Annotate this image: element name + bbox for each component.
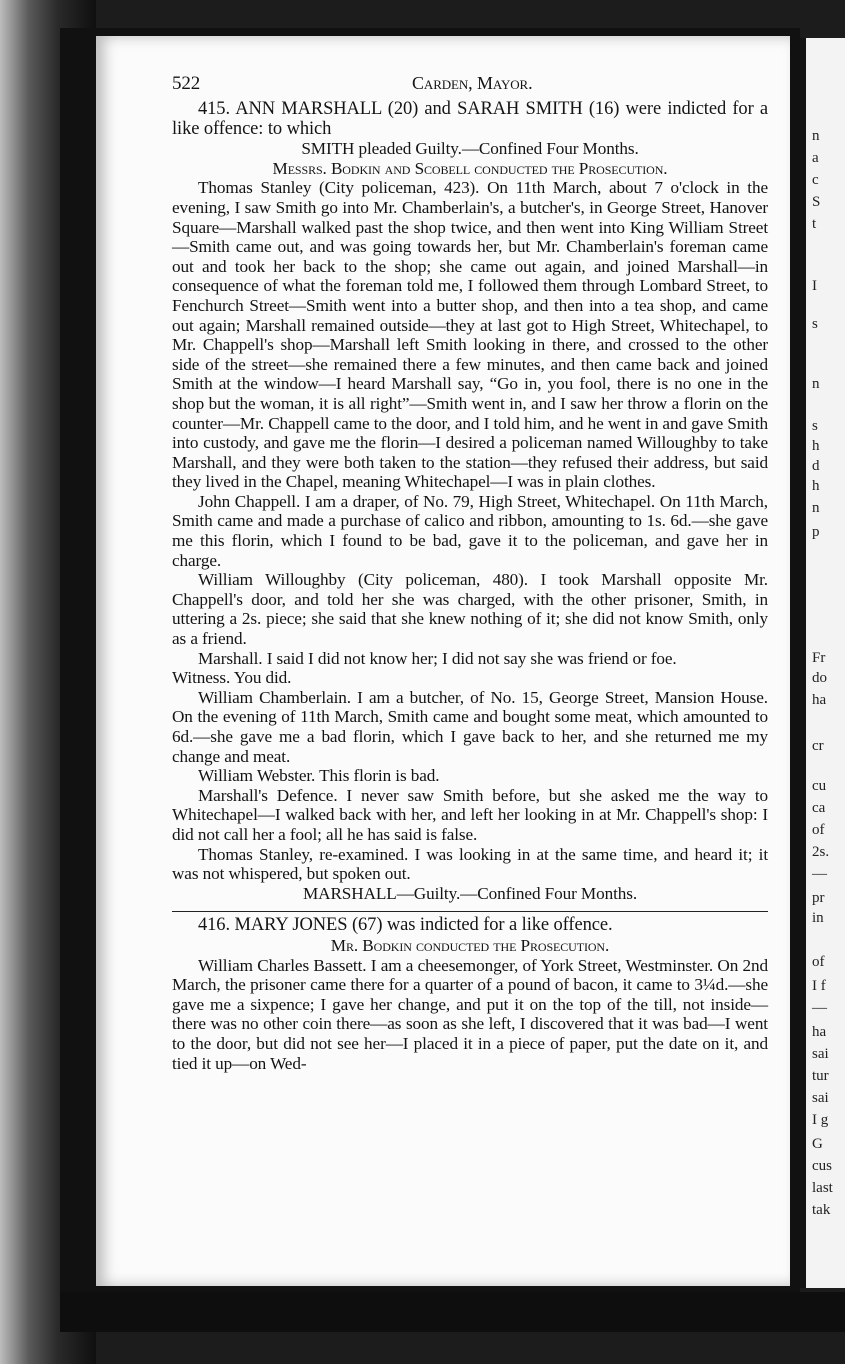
testimony-bassett: William Charles Bassett. I am a cheesemonger, of York Street, Westminster. On 2nd March, the prisoner came there for a quarter of a pound of bacon, it came to 3¼d.—she gave me a sixpence; I gave her change, and put it on the top of the till, not inside—there was no other coin there—as soon as she left, I discovered that it was bad—I went to the door, but did not see her—I placed it in a piece of paper, put the date on it, and tied it up—on Wed- [172, 955, 768, 1073]
facing-page-fragment: ha [812, 1024, 827, 1040]
facing-page-fragment: n [812, 128, 820, 144]
facing-page-fragment: sai [812, 1090, 829, 1106]
stanley-reexamined: Thomas Stanley, re-examined. I was looking in at the same time, and heard it; it was not whispered, but spoken out. [172, 844, 768, 884]
facing-page-fragment: 2s. [812, 844, 830, 860]
section-rule [172, 911, 768, 912]
testimony-webster: William Webster. This florin is bad. [198, 766, 440, 786]
facing-page-fragment: last [812, 1180, 833, 1196]
testimony-willoughby: William Willoughby (City policeman, 480). I took Marshall opposite Mr. Chappell's door, and told her she was charged, with the other prisoner, Smith, in uttering a 2s. piece; she said that she knew nothing of it; she did not know Smith, only as a friend. [172, 570, 768, 649]
testimony-chamberlain: William Chamberlain. I am a butcher, of No. 15, George Street, Mansion House. On the evening of 11th March, Smith came and bought some meat, which amounted to 6d.—she gave me a bad florin, which I gave back to her, and she returned me my change and meat. [172, 687, 768, 766]
facing-page [800, 38, 845, 1288]
case-415-plea: SMITH pleaded Guilty.—Confined Four Months. [301, 139, 639, 159]
marshall-statement: Marshall. I said I did not know her; I did not say she was friend or foe. [198, 648, 677, 668]
running-head: Carden, Mayor. [412, 73, 533, 93]
facing-page-fragment: cus [812, 1158, 832, 1174]
testimony-chappell: John Chappell. I am a draper, of No. 79, High Street, Whitechapel. On 11th March, Smith came and made a purchase of calico and ribbon, amounting to 1s. 6d.—she gave me this florin, which I found to be bad, gave it to the policeman, and gave her in charge. [172, 491, 768, 570]
case-415-counsel: Messrs. Bodkin and Scobell conducted the Prosecution. [272, 158, 668, 178]
facing-page-fragment: a [812, 150, 819, 166]
facing-page-fragment: do [812, 670, 827, 686]
testimony-stanley: Thomas Stanley (City policeman, 423). On 11th March, about 7 o'clock in the evening, I saw Smith go into Mr. Chamberlain's, a butcher's, in George Street, Hanover Square—Marshall walked past the shop twice, and then went into King William Street—Smith came out, and was going towards her, but Mr. Chamberlain's foreman came out and took her back to the shop; she came out again, and joined Marshall—in consequence of what the foreman told me, I followed them through Lombard Street, to Fenchurch Street—Smith went into a butter shop, and then into a tea shop, and came out again; Marshall remained outside—they at last got to High Street, Whitechapel, to Mr. Chappell's shop—Marshall left Smith looking in there, and crossed to the other side of the street—she remained there a few minutes, and then came back and joined Smith at the window—I heard Marshall say, “Go in, you fool, there is no one in the shop but the woman, it is all right”—Smith went in, and I saw her throw a florin on the counter—Mr. Chappell came to the door, and I told him, and he went in and gave Smith into custody, and gave me the florin—I desired a policeman named Willoughby to take Marshall, and they were both taken to the station—they refused their address, but said they lived in the Chapel, meaning Whitechapel—I was in plain clothes. [172, 178, 768, 492]
facing-page-fragment: t [812, 216, 817, 232]
facing-page-fragment: — [812, 1000, 827, 1016]
facing-page-fragment: in [812, 910, 824, 926]
page-text [172, 70, 768, 1073]
facing-page-fragment: S [812, 194, 821, 210]
facing-page-fragment: cu [812, 778, 827, 794]
facing-page-fragment: tak [812, 1202, 831, 1218]
case-415-title: 415. ANN MARSHALL (20) and SARAH SMITH (16) were indicted for a like offence: to which [172, 99, 768, 139]
facing-page-fragment: ha [812, 692, 827, 708]
facing-page-fragment: s [812, 316, 818, 332]
facing-page-fragment: tur [812, 1068, 829, 1084]
facing-page-fragment: d [812, 458, 820, 474]
facing-page-fragment: p [812, 524, 820, 540]
page-header [172, 70, 768, 100]
facing-page-fragment: I g [812, 1112, 829, 1128]
facing-page-fragment: — [812, 866, 827, 882]
facing-page-fragment: sai [812, 1046, 829, 1062]
facing-page-fragment: ca [812, 800, 826, 816]
facing-page-fragment: s [812, 418, 818, 434]
bottom-edge [60, 1292, 845, 1332]
facing-page-fragment: n [812, 376, 820, 392]
facing-page-fragment: G [812, 1136, 823, 1152]
facing-page-fragment: pr [812, 890, 825, 906]
case-415-verdict: MARSHALL—Guilty.—Confined Four Months. [302, 883, 638, 903]
facing-page-fragment: h [812, 438, 820, 454]
facing-page-fragment: of [812, 822, 825, 838]
facing-page-fragment: I f [812, 978, 826, 994]
facing-page-fragment: cr [812, 738, 824, 754]
facing-page-fragment: n [812, 500, 820, 516]
witness-reply: Witness. You did. [172, 668, 292, 688]
page-number: 522 [172, 73, 201, 94]
facing-page-fragment: I [812, 278, 817, 294]
case-416-counsel: Mr. Bodkin conducted the Prosecution. [330, 935, 610, 955]
facing-page-fragment: h [812, 478, 820, 494]
case-416-title: 416. MARY JONES (67) was indicted for a like offence. [198, 915, 613, 936]
facing-page-fragment: c [812, 172, 819, 188]
marshall-defence: Marshall's Defence. I never saw Smith before, but she asked me the way to Whitechapel—I walked back with her, and left her looking in at Mr. Chappell's shop: I did not call her a fool; all he has said is false. [172, 785, 768, 844]
facing-page-fragment: Fr [812, 650, 826, 666]
facing-page-fragment: of [812, 954, 825, 970]
